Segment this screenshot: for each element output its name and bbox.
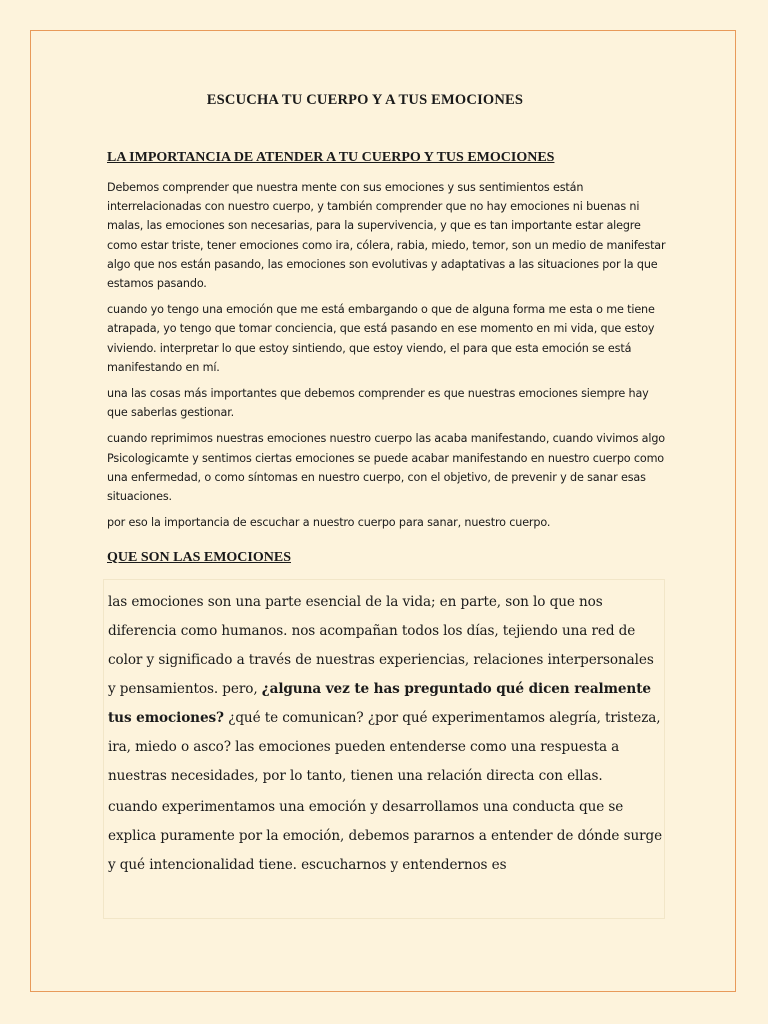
document-title: ESCUCHA TU CUERPO Y A TUS EMOCIONES <box>206 92 524 108</box>
bold-question: ¿alguna vez te has preguntado qué dicen realmente tus emociones? <box>108 681 651 726</box>
text-run: las emociones son una parte esencial de la vida; en parte, son lo que nos diferencia como humanos. nos acompañan todos los días, tejiendo una red de color y significado a través de nuestras experiencias, relaciones interpersonales y pensamientos. pero, <box>108 594 654 697</box>
emotions-text-box <box>103 579 665 919</box>
section-body-importance <box>107 178 667 539</box>
paragraph: cuando experimentamos una emoción y desarrollamos una conducta que se explica puramente por la emoción, debemos pararnos a entender de dónde surge y qué intencionalidad tiene. escucharnos y entendernos es <box>108 799 663 873</box>
paragraph: cuando yo tengo una emoción que me está embargando o que de alguna forma me esta o me tiene atrapada, yo tengo que tomar conciencia, que está pasando en ese momento en mi vida, que estoy viviendo. interpretar lo que estoy sintiendo, que estoy viendo, el para que esta emoción se está manifestando en mí. <box>107 303 655 374</box>
paragraph: Debemos comprender que nuestra mente con sus emociones y sus sentimientos están interrelacionadas con nuestro cuerpo, y también comprender que no hay emociones ni buenas ni malas, las emociones son necesarias, para la supervivencia, y que es tan importante estar alegre como estar triste, tener emociones como ira, cólera, rabia, miedo, temor, son un medio de manifestar algo que nos están pasando, las emociones son evolutivas y adaptativas a las situaciones por la que estamos pasando. <box>107 181 666 291</box>
paragraph: cuando reprimimos nuestras emociones nuestro cuerpo las acaba manifestando, cuando vivimos algo Psicologicamte y sentimos ciertas emociones se puede acabar manifestando en nuestro cuerpo como una enfermedad, o como síntomas en nuestro cuerpo, con el objetivo, de prevenir y de sanar esas situaciones. <box>107 432 665 504</box>
text-run: ¿qué te comunican? ¿por qué experimentamos alegría, tristeza, ira, miedo o asco? las emociones pueden entenderse como una respuesta a nuestras necesidades, por lo tanto, tienen una relación directa con ellas. <box>108 710 661 784</box>
section-heading-importance: LA IMPORTANCIA DE ATENDER A TU CUERPO Y TUS EMOCIONES <box>107 150 555 165</box>
paragraph <box>108 588 664 791</box>
emotions-text <box>108 588 664 882</box>
paragraph: por eso la importancia de escuchar a nuestro cuerpo para sanar, nuestro cuerpo. <box>107 516 551 530</box>
section-heading-emotions: QUE SON LAS EMOCIONES <box>107 550 291 565</box>
paragraph: una las cosas más importantes que debemos comprender es que nuestras emociones siempre hay que saberlas gestionar. <box>107 387 649 420</box>
